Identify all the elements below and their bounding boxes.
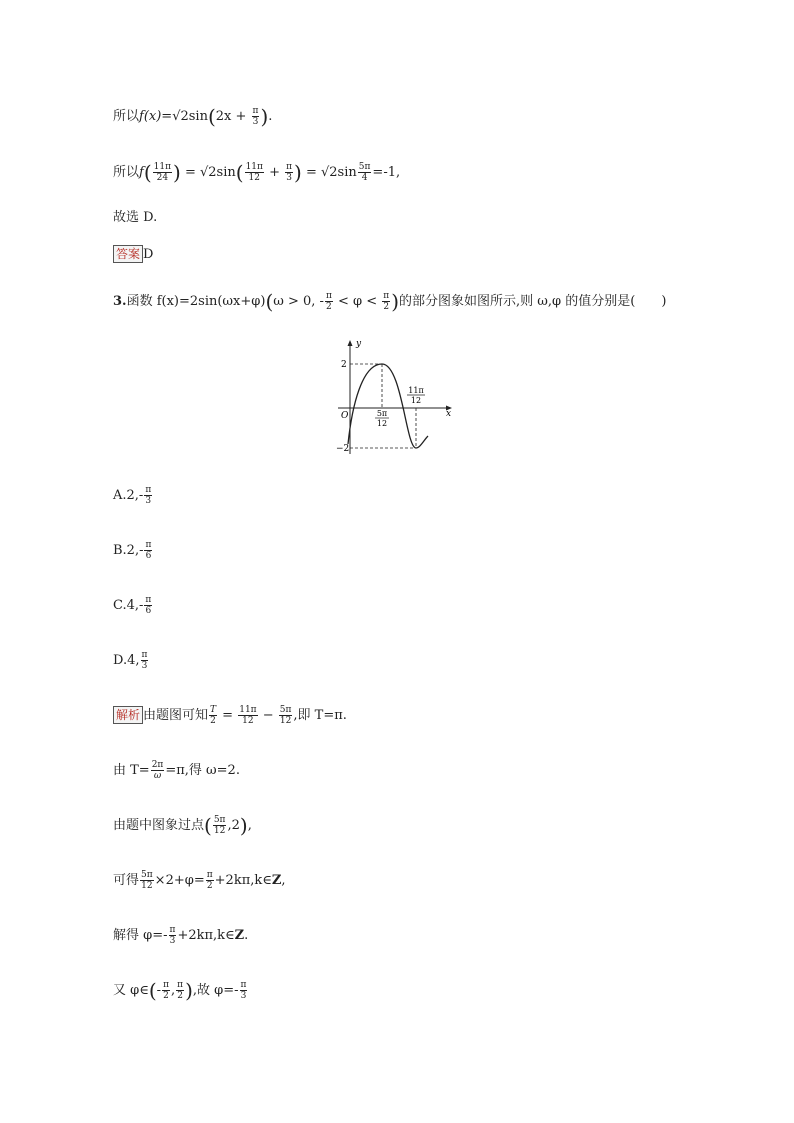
max-label: 2 [341, 360, 347, 370]
analysis-line-2: 由 T= $\frac{2\pi}{\omega}$ =π,得 ω=2. [113, 760, 240, 781]
option-b: B.2,- $\frac{\pi}{6}$ [113, 540, 152, 561]
option-d: D.4, $\frac{\pi}{3}$ [113, 650, 148, 671]
sine-graph [330, 336, 460, 460]
tick-5pi-12-num: 5π [376, 409, 388, 418]
solution-line-2: 所以f( $\frac{11\pi}{24}$ ) = √2sin( $\frac{11\pi}{12}$ + $\frac{\pi}{3}$ ) = √2sin $\frac{5\pi}{4}$ =-1, [113, 160, 401, 185]
tick-11pi-12-den: 12 [410, 396, 422, 405]
answer-value: D [143, 247, 154, 262]
conclusion-line: 故选 D. [113, 210, 158, 225]
analysis-line-4: 可得 $\frac{5\pi}{12}$ ×2+φ= $\frac{\pi}{2}$ +2kπ,k∈Z, [113, 870, 286, 891]
analysis-line-3: 由题中图象过点( $\frac{5\pi}{12}$ ,2), [113, 813, 252, 838]
answer-line [113, 245, 153, 265]
analysis-line-6: 又 φ∈(- $\frac{\pi}{2}$ , $\frac{\pi}{2}$ ),故 φ=- $\frac{\pi}{3}$ [113, 978, 247, 1003]
x-axis-label: x [446, 409, 452, 419]
option-a: A.2,- $\frac{\pi}{3}$ [113, 485, 152, 506]
analysis-line-1: 解析 由题图可知 $\frac{T}{2}$ = $\frac{11\pi}{12}$ − $\frac{5\pi}{12}$ ,即 T=π. [113, 705, 347, 726]
solution-line-1: 所以f(x)=√2sin(2x + $\frac{\pi}{3}$ ). [113, 104, 273, 129]
question-3: 3.函数 f(x)=2sin(ωx+φ)(ω > 0, - $\frac{\pi}{2}$ < φ < $\frac{\pi}{2}$ )的部分图象如图所示,则 ω,φ 的值分别是( ) [113, 289, 667, 314]
y-axis-label: y [356, 339, 362, 349]
answer-badge: 答案 [113, 245, 143, 263]
tick-11pi-12-num: 11π [408, 386, 424, 395]
y-axis-arrow [348, 340, 353, 346]
tick-5pi-12-den: 12 [376, 419, 388, 428]
min-label: −2 [336, 444, 350, 454]
analysis-line-5: 解得 φ=- $\frac{\pi}{3}$ +2kπ,k∈Z. [113, 925, 249, 946]
analysis-badge: 解析 [113, 706, 143, 724]
origin-label: O [341, 411, 349, 421]
option-c: C.4,- $\frac{\pi}{6}$ [113, 595, 152, 616]
